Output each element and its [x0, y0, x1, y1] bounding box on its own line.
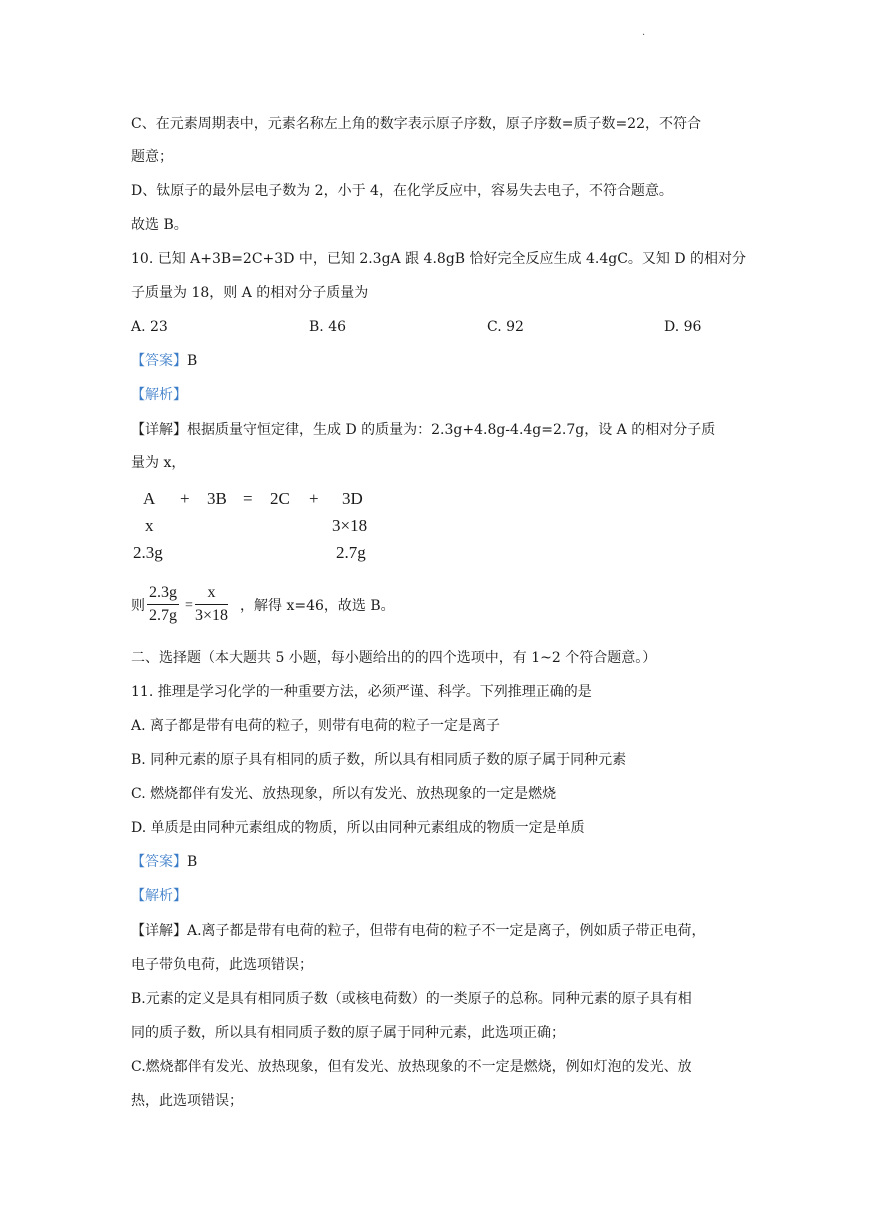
detail-text: 根据质量守恒定律，生成 D 的质量为：2.3g+4.8g-4.4g=2.7g，设 A 的相对分子质	[187, 422, 716, 438]
eq-plus: +	[309, 489, 319, 508]
detail-text: A.离子都是带有电荷的粒子，但带有电荷的粒子不一定是离子，例如质子带正电荷，	[187, 923, 706, 939]
detail-tag: 【详解】	[131, 923, 187, 939]
detail-line-cont: 量为 x，	[131, 455, 186, 471]
eq-2-3g: 2.3g	[133, 543, 163, 562]
option-c: C. 92	[487, 319, 524, 335]
text-line: 题意；	[131, 149, 173, 165]
section-heading: 二、选择题（本大题共 5 小题，每小题给出的的四个选项中，有 1~2 个符合题意。）	[131, 650, 657, 666]
q11-option-c: C. 燃烧都伴有发光、放热现象，所以有发光、放热现象的一定是燃烧	[131, 786, 557, 802]
eq-plus: +	[180, 489, 190, 508]
answer-line	[131, 351, 197, 371]
detail-line-b: B.元素的定义是具有相同质子数（或核电荷数）的一类原子的总称。同种元素的原子具有相	[131, 991, 692, 1007]
fraction-2-numerator: x	[195, 583, 228, 605]
eq-term-3d: 3D	[342, 489, 363, 508]
detail-line-b-cont: 同的质子数，所以具有相同质子数的原子属于同种元素，此选项正确；	[131, 1025, 565, 1041]
text-line: D、钛原子的最外层电子数为 2，小于 4，在化学反应中，容易失去电子，不符合题意。	[131, 183, 673, 199]
fraction-prefix: 则	[131, 598, 145, 614]
eq-term-3b: 3B	[207, 489, 227, 508]
text-line: C、在元素周期表中，元素名称左上角的数字表示原子序数，原子序数=质子数=22，不符合	[131, 116, 701, 132]
eq-equals: =	[243, 489, 253, 508]
q11-option-b: B. 同种元素的原子具有相同的质子数，所以具有相同质子数的原子属于同种元素	[131, 752, 627, 768]
fraction-1	[147, 583, 179, 626]
analysis-tag: 【解析】	[131, 888, 187, 904]
question-10-stem: 10. 已知 A+3B=2C+3D 中，已知 2.3gA 跟 4.8gB 恰好完全反应生成 4.4gC。又知 D 的相对分	[131, 251, 747, 267]
fraction-suffix: ，解得 x=46，故选 B。	[240, 598, 395, 614]
eq-x: x	[145, 516, 154, 535]
q11-option-a: A. 离子都是带有电荷的粒子，则带有电荷的粒子一定是离子	[131, 718, 501, 734]
eq-2-7g: 2.7g	[336, 543, 366, 562]
header-mark: ·	[642, 30, 646, 41]
fraction-1-denominator: 2.7g	[149, 607, 177, 624]
q11-option-d: D. 单质是由同种元素组成的物质，所以由同种元素组成的物质一定是单质	[131, 820, 585, 836]
answer-tag: 【答案】	[131, 353, 187, 369]
option-d: D. 96	[664, 319, 702, 335]
detail-line-c: C.燃烧都伴有发光、放热现象，但有发光、放热现象的不一定是燃烧，例如灯泡的发光、放	[131, 1059, 692, 1075]
text-line: 故选 B。	[131, 217, 188, 233]
answer-value: B	[187, 854, 198, 870]
eq-term-2c: 2C	[270, 489, 290, 508]
eq-term-a: A	[143, 489, 156, 508]
detail-line	[131, 921, 706, 941]
analysis-tag: 【解析】	[131, 387, 187, 403]
question-10-stem-cont: 子质量为 18，则 A 的相对分子质量为	[131, 285, 369, 301]
question-11-stem: 11. 推理是学习化学的一种重要方法，必须严谨、科学。下列推理正确的是	[131, 684, 592, 700]
answer-value: B	[187, 353, 198, 369]
detail-line	[131, 420, 715, 440]
fraction-2	[195, 583, 228, 626]
option-a: A. 23	[131, 319, 168, 335]
eq-3x18: 3×18	[332, 516, 368, 535]
option-b: B. 46	[309, 319, 347, 335]
detail-tag: 【详解】	[131, 422, 187, 438]
fraction-1-numerator: 2.3g	[147, 583, 179, 605]
answer-line	[131, 852, 197, 872]
answer-tag: 【答案】	[131, 854, 187, 870]
fraction-equals: =	[185, 598, 193, 613]
fraction-2-denominator: 3×18	[195, 607, 229, 624]
detail-line-c-cont: 热，此选项错误；	[131, 1093, 243, 1109]
detail-line-cont: 电子带负电荷，此选项错误；	[131, 957, 313, 973]
